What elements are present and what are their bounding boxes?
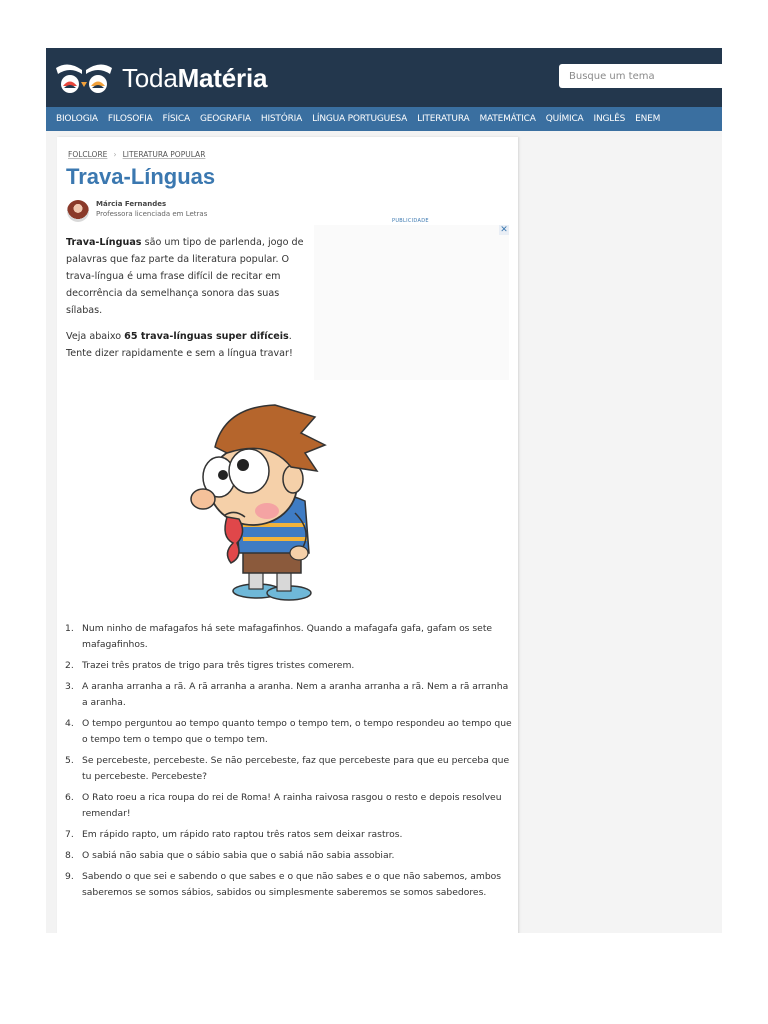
- list-item-text: Trazei três pratos de trigo para três tigres tristes comerem.: [82, 660, 355, 671]
- brand-bold: Matéria: [177, 63, 268, 93]
- author-name[interactable]: Márcia Fernandes: [96, 200, 167, 208]
- close-icon[interactable]: ✕: [500, 225, 508, 235]
- intro2-post: . Tente dizer rapidamente e sem a língua travar!: [66, 331, 293, 359]
- nav-item-literatura[interactable]: LITERATURA: [417, 114, 470, 124]
- list-item-number: 1.: [65, 623, 74, 634]
- nav-item-filosofia[interactable]: FILOSOFIA: [107, 114, 153, 124]
- nav-item-matematica[interactable]: MATEMÁTICA: [479, 114, 536, 124]
- list-item: [65, 848, 515, 864]
- nav-item-geografia[interactable]: GEOGRAFIA: [199, 114, 251, 124]
- breadcrumb-separator-icon: ›: [113, 150, 117, 159]
- list-item-text: A aranha arranha a rã. A rã arranha a aranha. Nem a aranha arranha a rã. Nem a rã arranha a aranha.: [82, 681, 509, 708]
- breadcrumb-literatura-popular[interactable]: LITERATURA POPULAR: [122, 150, 206, 159]
- nav-item-lingua-portuguesa[interactable]: LÍNGUA PORTUGUESA: [312, 114, 408, 124]
- nav-item-historia[interactable]: HISTÓRIA: [260, 114, 303, 124]
- search-input[interactable]: [559, 64, 722, 88]
- ad-label: PUBLICIDADE: [392, 218, 429, 224]
- list-item: [65, 716, 515, 748]
- list-item-number: 9.: [65, 871, 74, 882]
- site-header: [46, 48, 722, 107]
- list-item-number: 5.: [65, 755, 74, 766]
- intro-text: são um tipo de parlenda, jogo de palavras que faz parte da literatura popular. O trava-língua é uma frase difícil de recitar em decorrência da semelhança sonora das suas sílabas.: [66, 237, 304, 316]
- sidebar: [522, 137, 722, 933]
- intro-paragraph: [66, 234, 306, 319]
- breadcrumb-folclore[interactable]: FOLCLORE: [68, 150, 108, 159]
- list-item: [65, 869, 515, 901]
- list-item: [65, 753, 515, 785]
- list-item-text: O Rato roeu a rica roupa do rei de Roma! A rainha raivosa rasgou o resto e depois resolveu remendar!: [82, 792, 502, 819]
- list-item: [65, 679, 515, 711]
- intro-bold: Trava-Línguas: [66, 237, 142, 248]
- owl-logo-icon[interactable]: [54, 60, 114, 94]
- nav-item-enem[interactable]: ENEM: [635, 114, 661, 124]
- list-item: [65, 827, 515, 843]
- brand-light: Toda: [122, 63, 178, 93]
- ad-slot[interactable]: [314, 225, 509, 380]
- page-frame: [46, 48, 722, 933]
- nav-item-quimica[interactable]: QUÍMICA: [545, 114, 584, 124]
- list-item-number: 4.: [65, 718, 74, 729]
- nav-item-ingles[interactable]: INGLÊS: [593, 114, 626, 124]
- intro2-bold: 65 trava-línguas super difíceis: [124, 331, 289, 342]
- nav-item-fisica[interactable]: FÍSICA: [162, 114, 190, 124]
- list-item-text: O tempo perguntou ao tempo quanto tempo o tempo tem, o tempo respondeu ao tempo que o tempo tem o tempo que o tempo tem.: [82, 718, 512, 745]
- list-item: [65, 790, 515, 822]
- list-item-text: O sabiá não sabia que o sábio sabia que o sabiá não sabia assobiar.: [82, 850, 395, 861]
- page-title: Trava-Línguas: [66, 164, 216, 189]
- list-item-text: Sabendo o que sei e sabendo o que sabes e o que não sabes e o que não sabemos, ambos saberemos se somos sábios, sabidos ou simplesmente saberemos se somos sabedores.: [82, 871, 502, 898]
- author-role: Professora licenciada em Letras: [96, 210, 208, 218]
- list-item-number: 6.: [65, 792, 74, 803]
- list-item-text: Se percebeste, percebeste. Se não percebeste, faz que percebeste para que eu perceba que tu percebeste. Percebeste?: [82, 755, 510, 782]
- list-item: [65, 621, 515, 653]
- list-item-number: 2.: [65, 660, 74, 671]
- nav-item-biologia[interactable]: BIOLOGIA: [56, 114, 98, 124]
- list-item-text: Em rápido rapto, um rápido rato raptou três ratos sem deixar rastros.: [82, 829, 403, 840]
- list-item-number: 8.: [65, 850, 74, 861]
- intro2-pre: Veja abaixo: [66, 331, 125, 342]
- author-avatar[interactable]: [67, 200, 89, 222]
- category-nav: [46, 107, 722, 131]
- list-item-number: 3.: [65, 681, 74, 692]
- breadcrumb: [68, 150, 205, 159]
- article-content: [57, 137, 518, 933]
- intro-paragraph-2: [66, 328, 306, 362]
- list-item: [65, 658, 515, 674]
- list-item-number: 7.: [65, 829, 74, 840]
- boy-tongue-twisted-illustration: [165, 387, 395, 607]
- tongue-twister-list: [65, 621, 515, 906]
- brand-name[interactable]: [122, 62, 267, 94]
- list-item-text: Num ninho de mafagafos há sete mafagafinhos. Quando a mafagafa gafa, gafam os sete mafagafinhos.: [82, 623, 493, 650]
